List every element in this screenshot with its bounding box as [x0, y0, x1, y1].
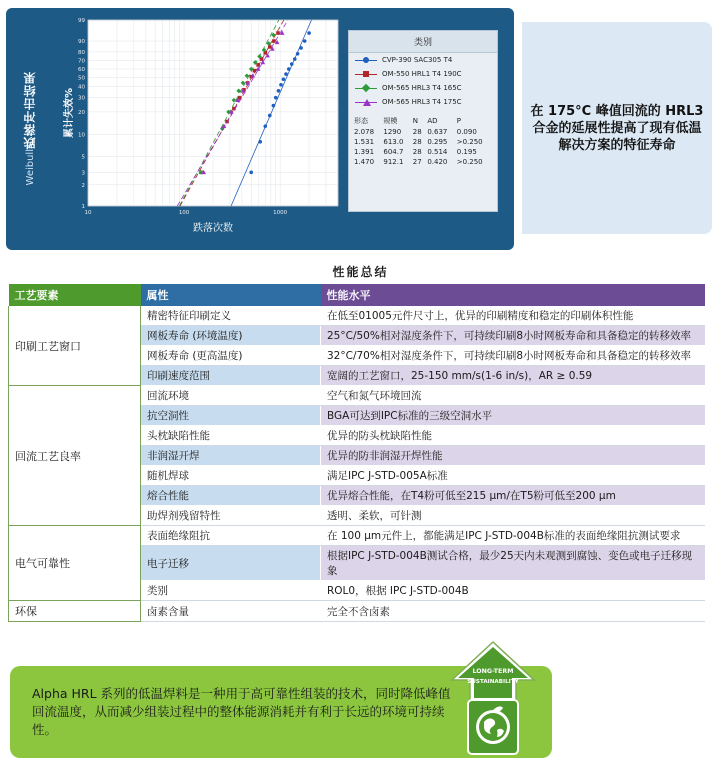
stats-cell: 0.637 [427, 128, 448, 136]
y-tick-label: 60 [78, 67, 85, 74]
attribute-cell: 非润湿开焊 [141, 446, 321, 466]
header-attribute: 属性 [141, 284, 321, 306]
data-point [293, 57, 297, 61]
data-point [258, 140, 262, 144]
y-tick-label: 30 [78, 95, 85, 102]
stats-row [353, 157, 493, 167]
data-point [272, 104, 276, 108]
stats-cell: 2.078 [354, 128, 375, 136]
legend-marker-square [355, 69, 377, 79]
performance-cell: 满足IPC J-STD-005A标准 [321, 466, 706, 486]
y-tick-label: 99 [78, 18, 85, 24]
attribute-cell: 网板寿命 (环境温度) [141, 326, 321, 346]
stats-cell: 912.1 [383, 158, 404, 166]
stats-header-row [353, 115, 493, 127]
y-tick-label: 10 [78, 132, 85, 139]
attribute-cell: 熔合性能 [141, 486, 321, 506]
legend-box [348, 30, 498, 212]
y-tick-label: 50 [78, 75, 85, 82]
performance-cell: 空气和氮气环境回流 [321, 386, 706, 406]
outer-y-label-sub: Weibull [24, 148, 36, 186]
table-row [9, 306, 706, 326]
data-point [282, 77, 286, 81]
data-point [303, 39, 307, 43]
y-tick-label: 5 [81, 154, 85, 161]
attribute-cell: 抗空洞性 [141, 406, 321, 426]
table-row [9, 386, 706, 406]
performance-cell: 在低至01005元件尺寸上，优异的印刷精度和稳定的印刷体积性能 [321, 306, 706, 326]
legend-items [349, 53, 497, 109]
category-cell: 印刷工艺窗口 [9, 306, 141, 386]
stats-cell: 1.470 [354, 158, 375, 166]
badge-line1: LONG-TERM [472, 668, 514, 675]
table-header-row [9, 284, 706, 306]
y-tick-label: 80 [78, 49, 85, 56]
legend-title: 类别 [349, 31, 497, 53]
data-point [284, 72, 288, 76]
data-point [296, 52, 300, 56]
performance-cell: 完全不含卤素 [321, 601, 706, 622]
y-tick-label: 1 [81, 204, 85, 210]
stats-cell: 0.090 [456, 128, 477, 136]
table-row [9, 601, 706, 622]
data-point [299, 46, 303, 50]
stats-header-cell: N [412, 117, 419, 125]
stats-header-cell: 形态 [354, 117, 368, 125]
legend-marker-diamond [355, 83, 377, 93]
stats-cell: 1290 [383, 128, 402, 136]
stats-cell: 613.0 [383, 138, 404, 146]
y-tick-label: 90 [78, 39, 85, 46]
x-tick-label: 10 [84, 210, 92, 216]
stats-header-cell: AD [427, 117, 438, 125]
data-point [274, 96, 278, 100]
attribute-cell: 助焊剂残留特性 [141, 506, 321, 526]
stats-row [353, 147, 493, 157]
performance-cell: 透明、柔软，可针测 [321, 506, 706, 526]
y-tick-label: 70 [78, 58, 85, 65]
data-point [263, 124, 267, 128]
stats-row [353, 137, 493, 147]
y-axis-title: 累计失效% [64, 87, 75, 139]
performance-cell: 优异熔合性能，在T4粉可低至215 µm/在T5粉可低至200 µm [321, 486, 706, 506]
stats-cell: 28 [412, 138, 422, 146]
attribute-cell: 网板寿命 (更高温度) [141, 346, 321, 366]
y-tick-label: 20 [78, 109, 85, 116]
x-axis-title: 跌落次数 [193, 223, 233, 234]
legend-item [349, 67, 497, 81]
performance-cell: 32°C/70%相对湿度条件下，可持续印刷8小时网板寿命和具备稳定的转移效率 [321, 346, 706, 366]
plot-area [50, 14, 348, 240]
attribute-cell: 卤素含量 [141, 601, 321, 622]
performance-cell: 宽阔的工艺窗口，25-150 mm/s(1-6 in/s)，AR ≥ 0.59 [321, 366, 706, 386]
section-title: 性能总结 [332, 265, 389, 279]
legend-label: OM-565 HRL3 T4 165C [382, 84, 462, 92]
y-tick-label: 3 [81, 170, 85, 177]
performance-table [8, 284, 705, 622]
category-cell: 电气可靠性 [9, 526, 141, 601]
performance-cell: 根据IPC J-STD-004B测试合格，最少25天内未观测到腐蚀、变色或电子迁移现象 [321, 546, 706, 581]
stats-cell: 1.391 [354, 148, 375, 156]
stats-row [353, 127, 493, 137]
stats-table [349, 115, 497, 167]
legend-label: OM-550 HRL1 T4 190C [382, 70, 462, 78]
callout-box: 在 175°C 峰值回流的 HRL3 合金的延展性提高了现有低温解决方案的特征寿命 [522, 22, 712, 234]
data-point [276, 31, 280, 35]
weibull-chart-panel [6, 8, 514, 250]
data-point [272, 39, 276, 43]
legend-marker-circle [355, 55, 377, 65]
globe-inner [479, 713, 507, 741]
legend-item [349, 95, 497, 109]
performance-cell: 优异的防非润湿开焊性能 [321, 446, 706, 466]
header-process: 工艺要素 [9, 284, 141, 306]
performance-cell: 优异的防头枕缺陷性能 [321, 426, 706, 446]
performance-cell: 在 100 µm元件上，都能满足IPC J-STD-004B标准的表面绝缘阻抗测试要求 [321, 526, 706, 546]
stats-cell: 28 [412, 148, 422, 156]
outer-y-label [14, 28, 44, 228]
data-point [287, 67, 291, 71]
data-point [307, 31, 311, 35]
attribute-cell: 回流环境 [141, 386, 321, 406]
data-point [268, 114, 272, 118]
footer-text: Alpha HRL 系列的低温焊料是一种用于高可靠性组装的技术，同时降低峰值回流温度，从而减少组装过程中的整体能源消耗并有利于长远的环境可持续性。 [32, 686, 451, 737]
performance-cell: 25°C/50%相对湿度条件下，可持续印刷8小时网板寿命和具备稳定的转移效率 [321, 326, 706, 346]
x-tick-label: 100 [178, 210, 190, 216]
stats-cell: 0.514 [427, 148, 448, 156]
category-cell: 环保 [9, 601, 141, 622]
performance-cell: BGA可达到IPC标准的三级空洞水平 [321, 406, 706, 426]
legend-item [349, 81, 497, 95]
attribute-cell: 印刷速度范围 [141, 366, 321, 386]
y-tick-label: 40 [78, 84, 85, 91]
data-point [253, 69, 257, 73]
attribute-cell: 表面绝缘阻抗 [141, 526, 321, 546]
stats-cell: 0.195 [456, 148, 477, 156]
table-row [9, 526, 706, 546]
data-point [277, 89, 281, 93]
attribute-cell: 随机焊球 [141, 466, 321, 486]
stats-header-cell: 规模 [383, 117, 398, 125]
attribute-cell: 类别 [141, 581, 321, 601]
stats-cell: 27 [412, 158, 422, 166]
stats-header-cell: P [456, 117, 461, 125]
weibull-plot [50, 14, 348, 240]
stats-cell: 604.7 [383, 148, 404, 156]
legend-label: CVP-390 SAC305 T4 [382, 56, 453, 64]
category-cell: 回流工艺良率 [9, 386, 141, 526]
data-point [279, 83, 283, 87]
sustainability-badge [448, 640, 538, 758]
stats-cell: >0.250 [456, 138, 483, 146]
badge-line2: SUSTAINABILITY [467, 679, 519, 685]
x-tick-label: 1000 [273, 210, 288, 216]
attribute-cell: 头枕缺陷性能 [141, 426, 321, 446]
data-point [256, 63, 260, 67]
legend-label: OM-565 HRL3 T4 175C [382, 98, 462, 106]
stats-cell: 28 [412, 128, 422, 136]
data-point [290, 62, 294, 66]
stats-cell: >0.250 [456, 158, 483, 166]
y-tick-label: 2 [81, 182, 85, 189]
stats-cell: 0.420 [427, 158, 448, 166]
stats-cell: 0.295 [427, 138, 448, 146]
legend-item [349, 53, 497, 67]
performance-cell: ROL0，根据 IPC J-STD-004B [321, 581, 706, 601]
data-point [249, 171, 253, 175]
legend-marker-triangle [355, 97, 377, 107]
outer-y-label-main: 跌落冲击结果 [22, 70, 37, 149]
attribute-cell: 电子迁移 [141, 546, 321, 581]
attribute-cell: 精密特征印刷定义 [141, 306, 321, 326]
header-performance: 性能水平 [321, 284, 706, 306]
stats-cell: 1.531 [354, 138, 375, 146]
